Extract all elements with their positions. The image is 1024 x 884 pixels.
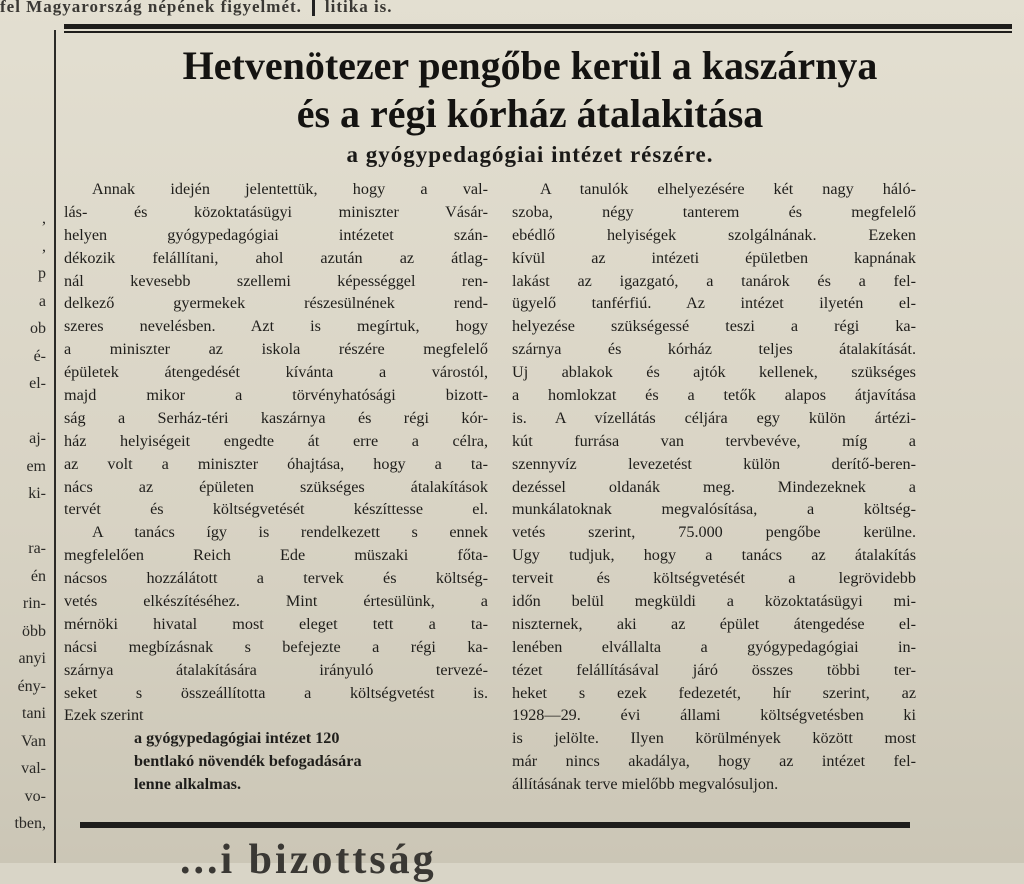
article-column-right [512,178,916,796]
column-divider [54,30,56,863]
previous-article-right-text: litika is. [324,0,393,16]
left-fragment-line: én [30,567,46,585]
headline-line-2: és a régi kórház átalakitása [296,91,764,136]
article-line: ság a Serház-téri kaszárnya és régi kór- [64,408,488,427]
article-line: ebédlő helyiségek szolgálnának. Ezeken [512,225,916,244]
next-headline-fragment: ...i bizottság [180,837,437,883]
article-line: a homlokzat és a tetők alapos átjavítása [512,386,916,405]
left-fragment-line: , [42,237,46,255]
article-line: niszternek, aki az épület átengedése el- [512,614,916,633]
article-line: munkálatoknak megvalósítása, a költség- [512,500,916,519]
article-line: heket s ezek fedezetét, hír szerint, az [512,683,916,702]
article-line: mérnöki hivatal most eleget tett a ta- [64,614,488,633]
article-line: vetés szerint, 75.000 pengőbe kerülne. [512,523,916,542]
article-column-left [64,178,488,796]
article-line: nácsi megbízásnak s befejezte a régi ka- [64,637,488,656]
article-line: szennyvíz levezetést külön derítő-beren- [512,454,916,473]
article-line: nács az épületen szükséges átalakítások [64,477,488,496]
left-fragment-line [0,68,46,96]
article-line: Uj ablakok és ajtók kellenek, szükséges [512,363,916,382]
article-line: lenne alkalmas. [134,775,242,794]
left-fragment-line [0,150,46,178]
article-line: tervét és költségvetését készíttesse el. [64,500,488,519]
left-fragment-line: aj- [29,430,46,447]
top-rule-thin [64,31,1012,33]
article-line: szárnya átalakítására irányuló tervezé- [64,660,488,679]
previous-article-fragment [0,0,1024,20]
left-fragment-line: Van [21,732,46,750]
article-line: megfelelően Reich Ede müszaki főta- [64,546,488,565]
left-fragment-line: tani [22,705,46,722]
left-fragment-line: em [26,457,46,475]
article-line: is jelölte. Ilyen körülmények között most [512,729,916,748]
article-line: dékozik felállítani, ahol azután az átlag- [64,248,488,267]
column-separator [312,0,315,16]
left-fragment-line: é- [33,347,46,365]
article-line: lakást az igazgató, a tanárok és a fel- [512,271,916,290]
left-fragment-line: , [42,210,46,227]
left-fragment-line: el- [29,375,46,392]
article-line: Ezek szerint [64,706,144,725]
article-line: bentlakó növendék befogadására [134,752,362,771]
article-line: helyezése szükségessé teszi a régi ka- [512,317,916,336]
subheadline: a gyógypedagógiai intézet részére. [346,142,714,167]
left-fragment-line [0,398,46,426]
article-line: seket s összeállította a költségvetést is. [64,683,488,702]
top-rule [64,24,1012,29]
adjacent-column-fragments [0,40,50,863]
article-line: kút furrása van tervbevéve, míg a [512,431,916,450]
left-fragment-line [0,95,46,123]
article-line: állításának terve mielőbb megvalósuljon. [512,775,779,794]
article-line: A tanulók elhelyezésére két nagy háló- [540,180,916,198]
previous-article-left-text: fel Magyarország népének figyelmét. [0,0,302,16]
article-line: dezéssel oldanák meg. Mindezeknek a [512,477,916,496]
article-line: 1928—29. évi állami költségvetésben ki [512,706,916,725]
left-fragment-line [0,40,46,68]
article-line: a gyógypedagógiai intézet 120 [134,729,340,748]
article-line: szeres nevelésben. Azt is megírtuk, hogy [64,317,488,336]
left-fragment-line: vo- [24,787,46,805]
article-line: helyen gyógypedagógiai intézetet szán- [64,225,488,244]
left-fragment-line: ra- [28,540,46,557]
left-fragment-line: ki- [28,485,46,502]
article-line: ház helyiségeit engedte át erre a célra, [64,431,488,450]
article-line: a miniszter az iskola részére megfelelő [64,340,488,359]
article-line: nál kevesebb szellemi képességgel ren- [64,271,488,290]
article-line: ügyelő tanférfiú. Az intézet ilyetén el- [512,294,916,313]
article-line: szoba, négy tanterem és megfelelő [512,202,916,221]
left-fragment-line: p [38,265,46,282]
headline-line-1: Hetvenötezer pengőbe kerül a kaszárnya [182,43,878,88]
article-line: tézet felállításával járó összes többi ter- [512,660,916,679]
article-line: lenében elvállalta a gyógypedagógiai in- [512,637,916,656]
article-line: épületek átengedését kívánta a várostól, [64,363,488,382]
article-line: szárnya és kórház teljes átalakítását. [512,340,916,359]
left-fragment-line: a [38,292,46,310]
article-line: vetés elkészítéséhez. Mint értesülünk, a [64,592,488,611]
left-fragment-line: rin- [22,595,46,612]
left-fragment-line: tben, [14,815,46,832]
article-line: Annak idején jelentettük, hogy a val- [92,180,488,198]
left-fragment-line: öbb [22,622,46,640]
article-line: is. A vízellátás céljára egy külön ártézi- [512,408,916,427]
article-line: kívül az intézeti épületben kapnának [512,248,916,267]
article-line: Ugy tudjuk, hogy a tanács az átalakítás [512,546,916,565]
left-fragment-line [0,123,46,151]
article-line: majd mikor a törvényhatósági bizott- [64,386,488,405]
article-line: nácsos hozzálátott a tervek és költség- [64,569,488,588]
left-fragment-line: anyi [18,650,46,667]
article-line: már nincs akadálya, hogy az intézet fel- [512,752,916,771]
left-fragment-line: ény- [17,677,46,695]
left-fragment-line: val- [21,760,46,777]
article-line: delkező gyermekek részesülnének rend- [64,294,488,313]
left-fragment-line [0,508,46,536]
article-line: az volt a miniszter óhajtása, hogy a ta- [64,454,488,473]
article-line: időn belül megküldi a közoktatásügyi mi- [512,592,916,611]
article-line: terveit és költségvetését a legrövidebb [512,569,916,588]
left-fragment-line [0,178,46,206]
article-line: lás- és közoktatásügyi miniszter Vásár- [64,202,488,221]
bottom-rule [80,822,910,828]
left-fragment-line: ob [30,320,46,337]
article-line: A tanács így is rendelkezett s ennek [92,523,488,542]
